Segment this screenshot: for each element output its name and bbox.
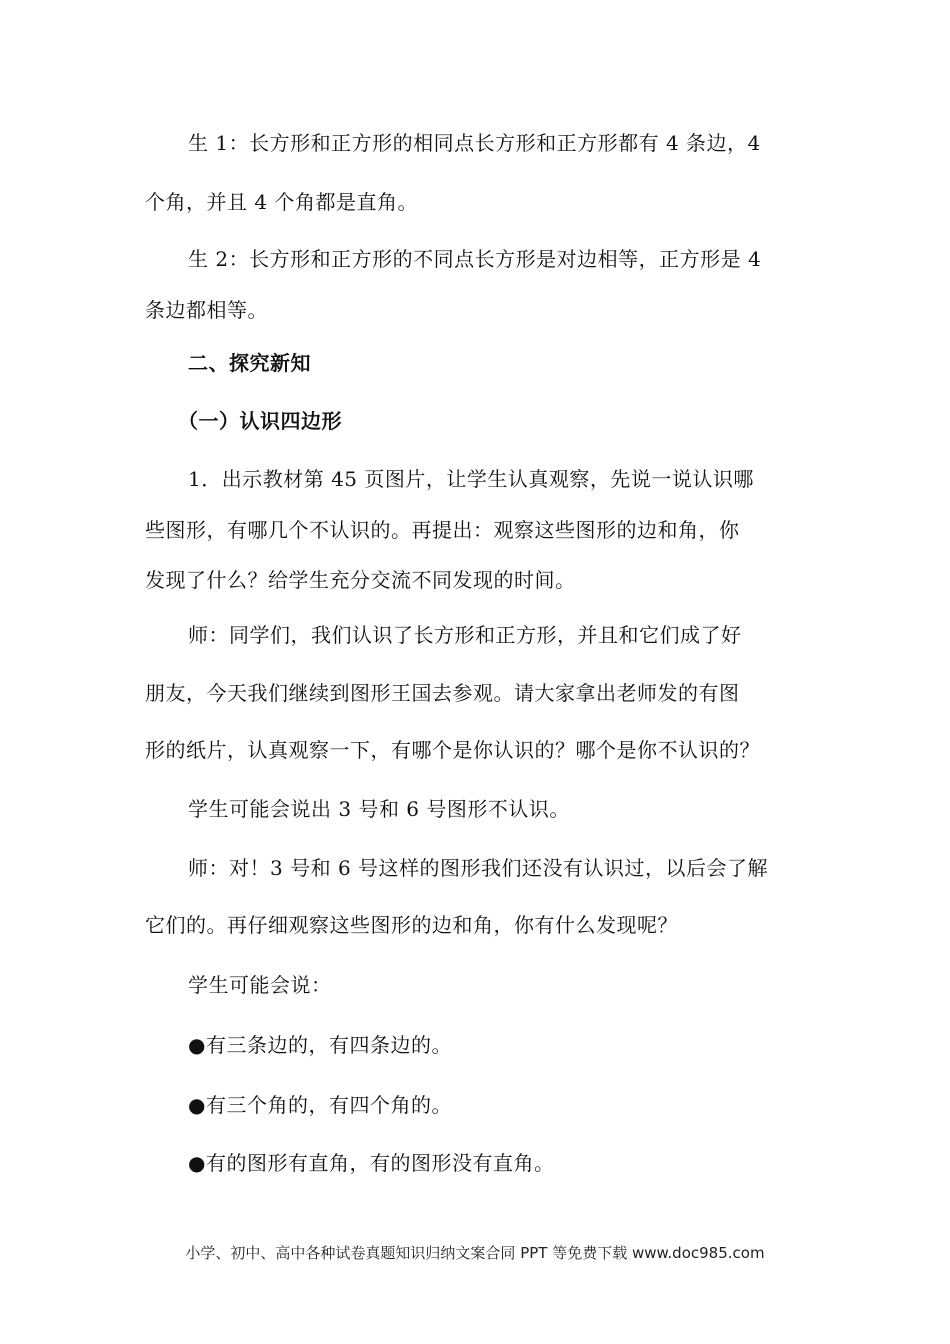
paragraph-line: 学生可能会说出 3 号和 6 号图形不认识。: [188, 797, 570, 821]
subsection-heading: （一）认识四边形: [178, 409, 342, 433]
paragraph-line: 生 1：长方形和正方形的相同点长方形和正方形都有 4 条边，4: [188, 131, 761, 155]
section-heading: 二、探究新知: [188, 351, 311, 375]
bullet-item: ●有的图形有直角，有的图形没有直角。: [188, 1151, 555, 1175]
paragraph-line: 个角，并且 4 个角都是直角。: [145, 190, 418, 214]
paragraph-line: 条边都相等。: [145, 298, 268, 322]
paragraph-line: 朋友，今天我们继续到图形王国去参观。请大家拿出老师发的有图: [145, 681, 740, 705]
paragraph-line: 师：同学们，我们认识了长方形和正方形，并且和它们成了好: [188, 623, 742, 647]
page-footer: 小学、初中、高中各种试卷真题知识归纳文案合同 PPT 等免费下载 www.doc985.com: [185, 1244, 765, 1262]
paragraph-line: 1．出示教材第 45 页图片，让学生认真观察，先说一说认识哪: [188, 467, 754, 491]
bullet-item: ●有三个角的，有四个角的。: [188, 1093, 452, 1117]
paragraph-line: 师：对！3 号和 6 号这样的图形我们还没有认识过，以后会了解: [188, 856, 769, 880]
paragraph-line: 学生可能会说：: [188, 973, 332, 997]
paragraph-line: 发现了什么？给学生充分交流不同发现的时间。: [145, 568, 576, 592]
bullet-item: ●有三条边的，有四条边的。: [188, 1033, 452, 1057]
paragraph-line: 它们的。再仔细观察这些图形的边和角，你有什么发现呢？: [145, 913, 678, 937]
paragraph-line: 形的纸片，认真观察一下，有哪个是你认识的？哪个是你不认识的？: [145, 738, 760, 762]
paragraph-line: 生 2：长方形和正方形的不同点长方形是对边相等，正方形是 4: [188, 247, 762, 271]
paragraph-line: 些图形，有哪几个不认识的。再提出：观察这些图形的边和角，你: [145, 518, 740, 542]
